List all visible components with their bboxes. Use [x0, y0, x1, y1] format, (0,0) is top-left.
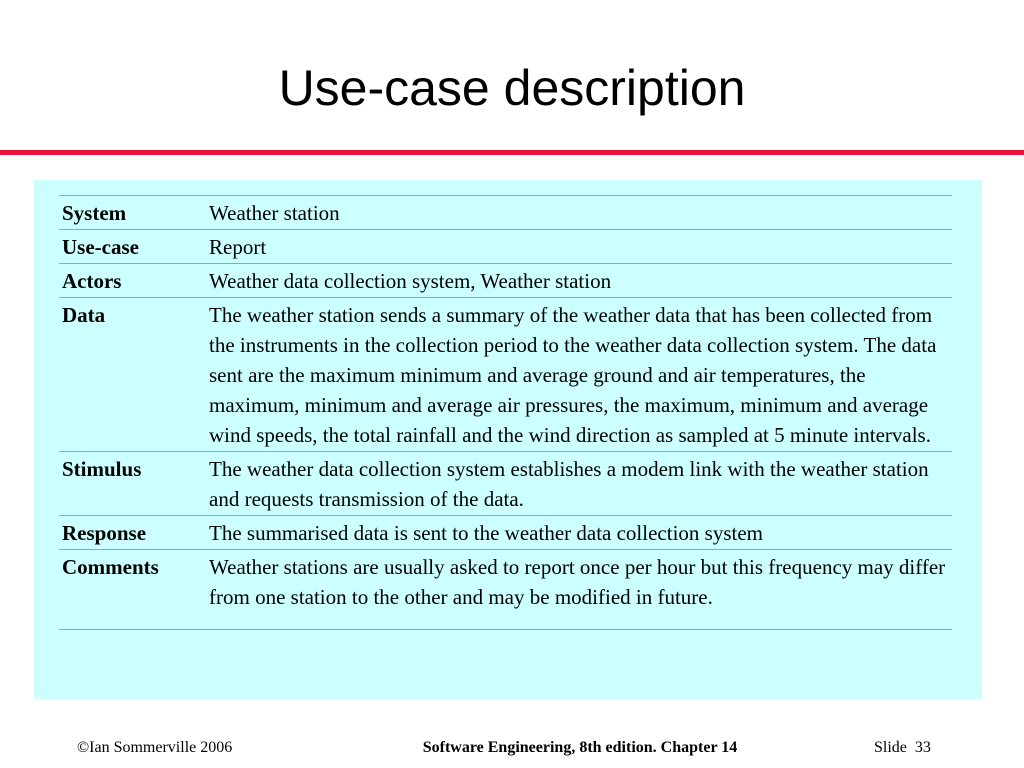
table-row-data — [59, 298, 952, 452]
table-row-response — [59, 516, 952, 550]
use-case-panel — [34, 180, 982, 699]
row-value: The weather station sends a summary of the weather data that has been collected from the instruments in the collection period to the weather data collection system. The data sent are the maximum minimum and average ground and air temperatures, the maximum, minimum and average air pressures, the maximum, minimum and average wind speeds, the total rainfall and the wind direction as sampled at 5 minute intervals. — [209, 298, 952, 452]
row-label: System — [59, 196, 209, 230]
footer-slide-number — [874, 738, 931, 758]
row-value: Weather station — [209, 196, 952, 230]
slide-number: 33 — [914, 739, 931, 756]
row-label: Response — [59, 516, 209, 550]
title-divider — [0, 150, 1024, 155]
slide-title: Use-case description — [278, 60, 746, 116]
table-row-comments — [59, 550, 952, 630]
table-row-use-case — [59, 230, 952, 264]
footer-copyright: ©Ian Sommerville 2006 — [77, 739, 233, 756]
row-label: Use-case — [59, 230, 209, 264]
row-value: Weather stations are usually asked to report once per hour but this frequency may differ from one station to the other and may be modified in future. — [209, 550, 952, 630]
table-row-stimulus — [59, 452, 952, 516]
row-value: Report — [209, 230, 952, 264]
use-case-table — [59, 195, 952, 630]
footer-book-title: Software Engineering, 8th edition. Chapter 14 — [422, 739, 738, 756]
row-label: Data — [59, 298, 209, 452]
slide-label: Slide — [874, 739, 907, 756]
row-value: The summarised data is sent to the weather data collection system — [209, 516, 952, 550]
row-label: Comments — [59, 550, 209, 630]
table-row-actors — [59, 264, 952, 298]
row-label: Actors — [59, 264, 209, 298]
table-row-system — [59, 196, 952, 230]
row-value: The weather data collection system establishes a modem link with the weather station and requests transmission of the data. — [209, 452, 952, 516]
row-label: Stimulus — [59, 452, 209, 516]
row-value: Weather data collection system, Weather station — [209, 264, 952, 298]
